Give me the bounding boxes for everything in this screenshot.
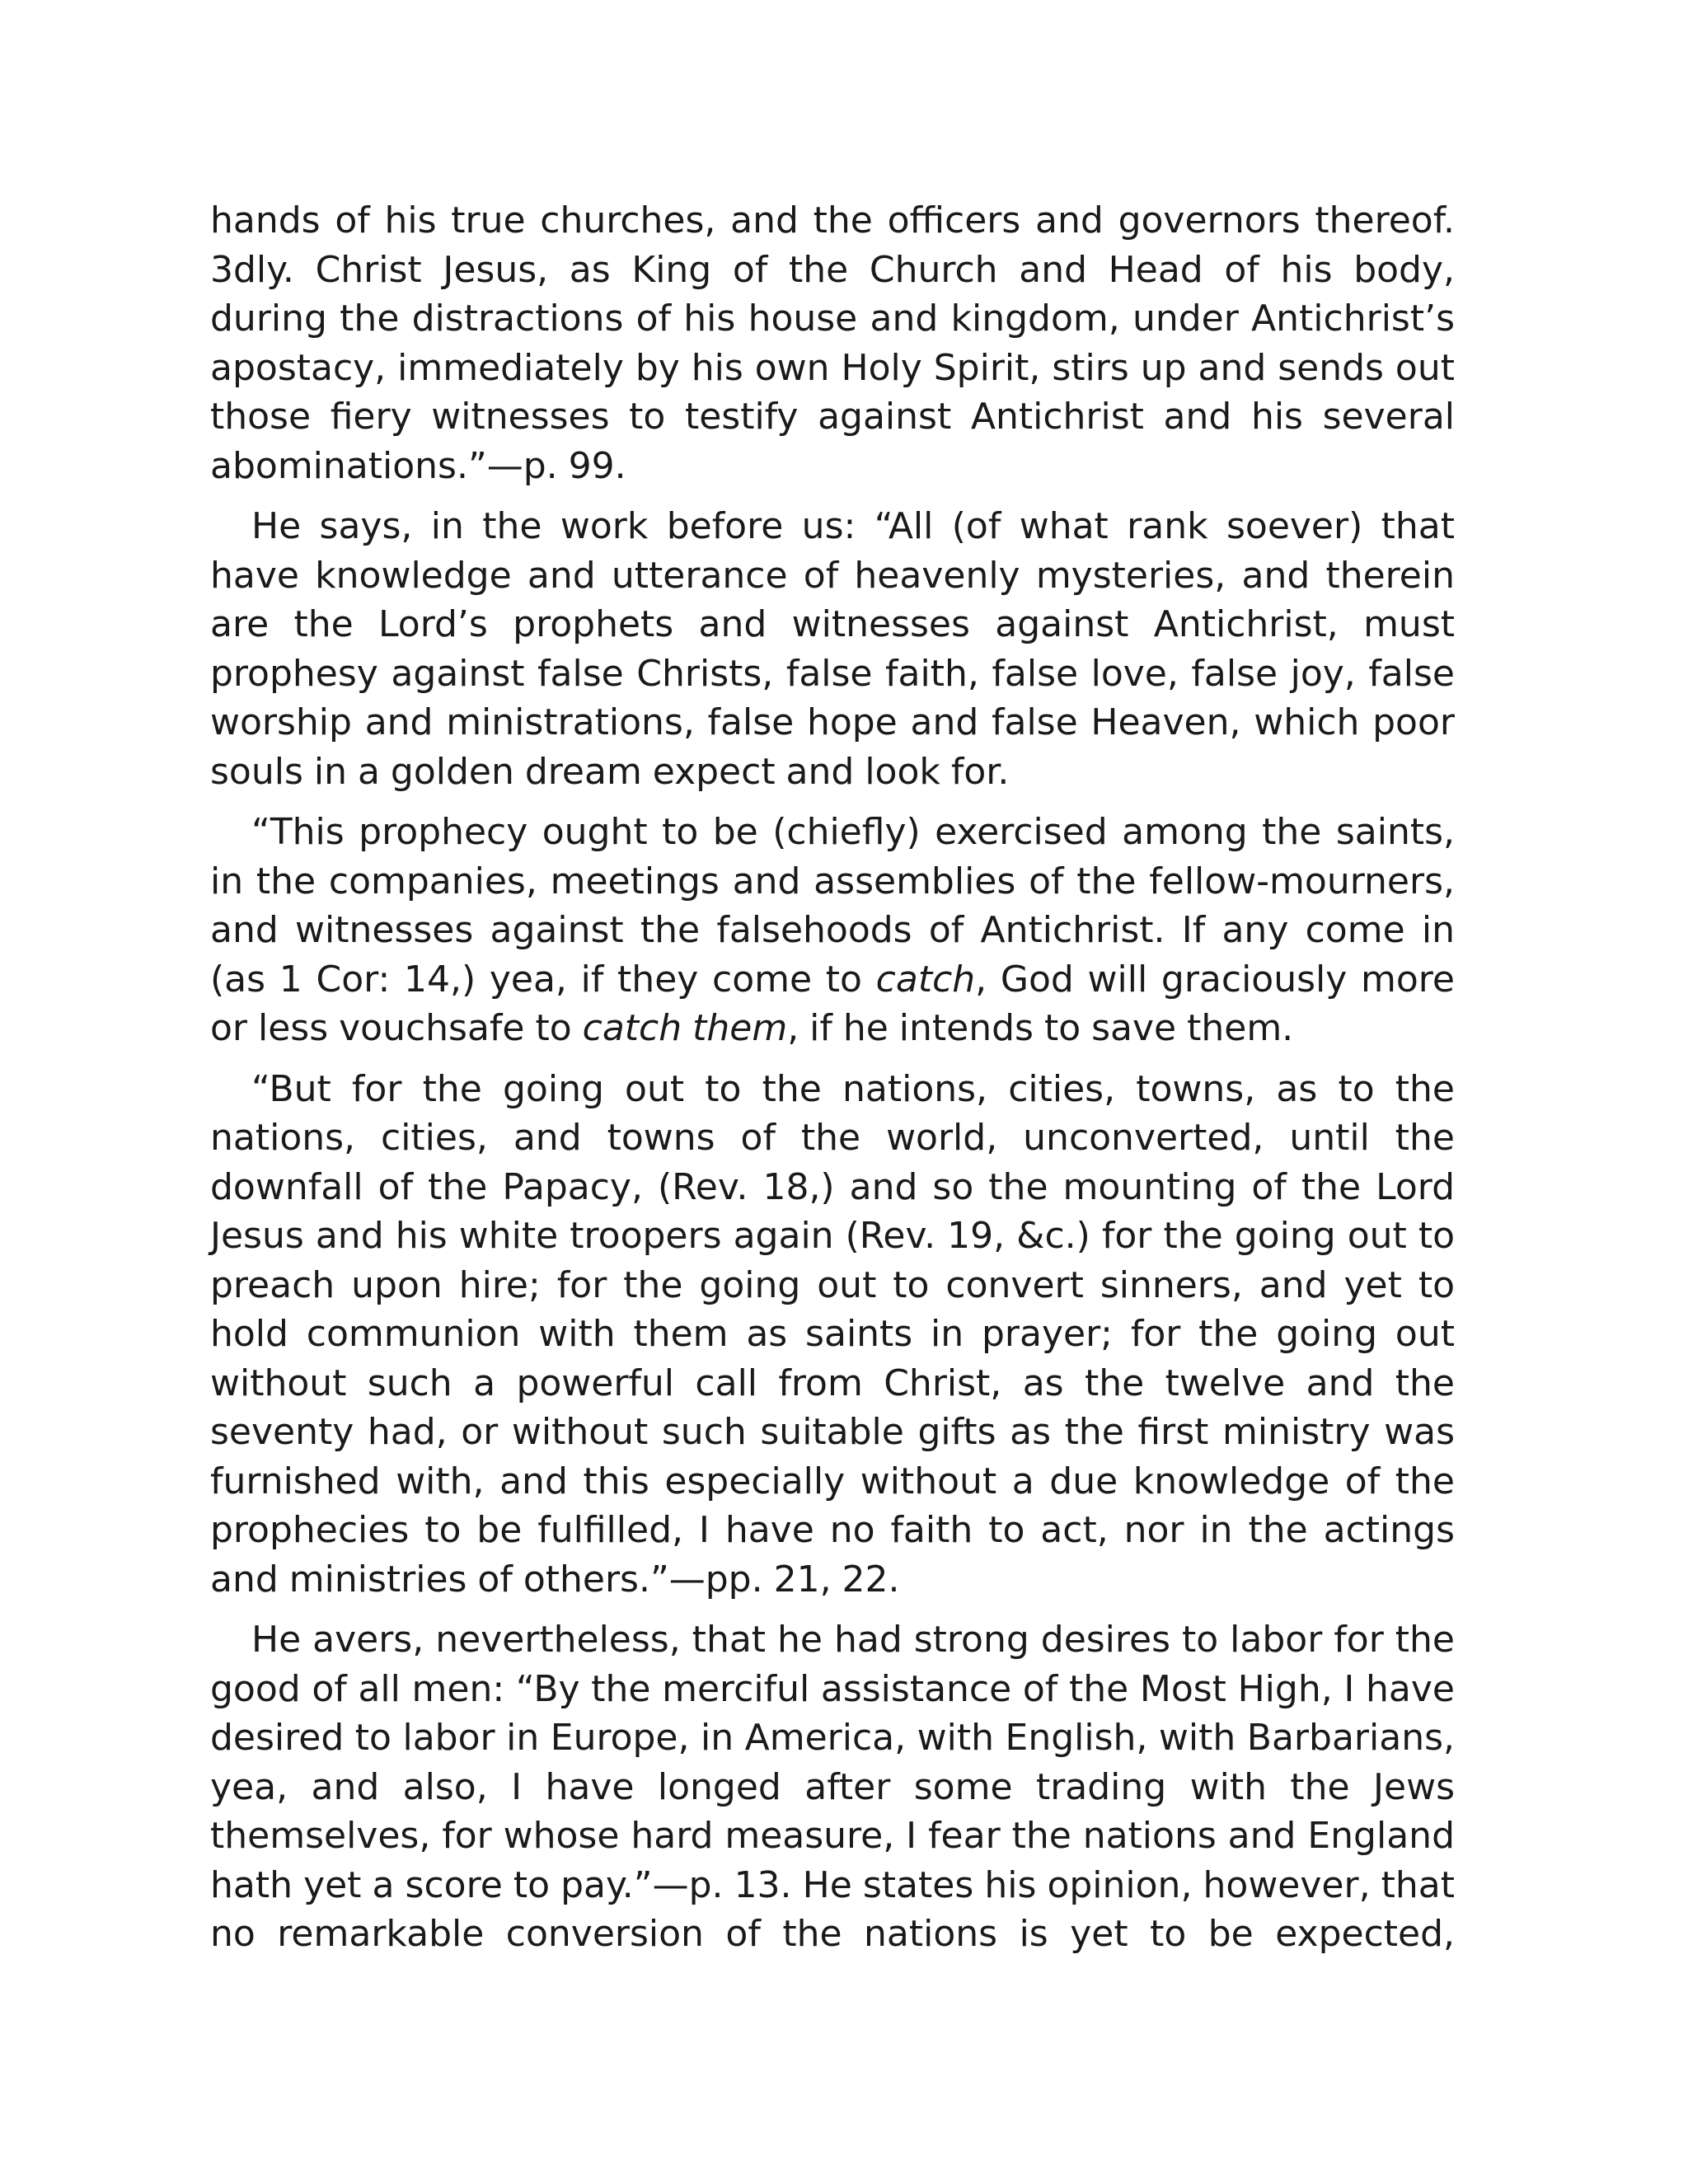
paragraph-text: “This prophecy ought to be (chiefly) exercised among the saints, in the companies, meetings and assemblies of the fellow-mourners, and witnesses against the falsehoods of Antichrist. If any come in (as 1 Cor: 14,) yea, if they come to — [210, 811, 1455, 1001]
document-page — [210, 196, 1455, 1959]
paragraph-text: , if he intends to save them. — [787, 1007, 1294, 1049]
paragraph-3 — [210, 808, 1455, 1053]
paragraph-1 — [210, 196, 1455, 490]
paragraph-text: hands of his true churches, and the officers and governors thereof. 3dly. Christ Jesus, as King of the Church and Head of his body, during the distractions of his house and kingdom, under Antichrist’s apostacy, immediately by his own Holy Spirit, stirs up and sends out those fiery witnesses to testify against Antichrist and his several abominations.”—p. 99. — [210, 199, 1455, 487]
paragraph-4 — [210, 1065, 1455, 1605]
paragraph-5 — [210, 1615, 1455, 1959]
paragraph-text: “But for the going out to the nations, cities, towns, as to the nations, cities, and towns of the world, unconverted, until the downfall of the Papacy, (Rev. 18,) and so the mounting of the Lord Jesus and his white troopers again (Rev. 19, &c.) for the going out to preach upon hire; for the going out to convert sinners, and yet to hold communion with them as saints in prayer; for the going out without such a powerful call from Christ, as the twelve and the seventy had, or without such suitable gifts as the first ministry was furnished with, and this especially without a due knowledge of the prophecies to be fulfilled, I have no faith to act, nor in the actings and ministries of others.”—pp. 21, 22. — [210, 1067, 1455, 1601]
paragraph-2 — [210, 502, 1455, 796]
paragraph-text: He says, in the work before us: “All (of what rank soever) that have knowledge and utterance of heavenly mysteries, and therein are the Lord’s prophets and witnesses against Antichrist, must prophesy against false Christs, false faith, false love, false joy, false worship and ministrations, false hope and false Heaven, which poor souls in a golden dream expect and look for. — [210, 505, 1455, 793]
italic-text: catch — [875, 958, 976, 1001]
italic-text: catch them — [582, 1007, 788, 1049]
paragraph-text: He avers, nevertheless, that he had strong desires to labor for the good of all men: “By the merciful assistance of the Most High, I have desired to labor in Europe, in America, with English, with Barbarians, yea, and also, I have longed after some trading with the Jews themselves, for whose hard measure, I fear the nations and England hath yet a score to pay.”—p. 13. He states his opinion, however, that no remarkable conversion of the nations is yet to be expected, — [210, 1619, 1455, 1955]
paragraph-text: , God will graciously more or less vouchsafe to — [210, 958, 1455, 1049]
